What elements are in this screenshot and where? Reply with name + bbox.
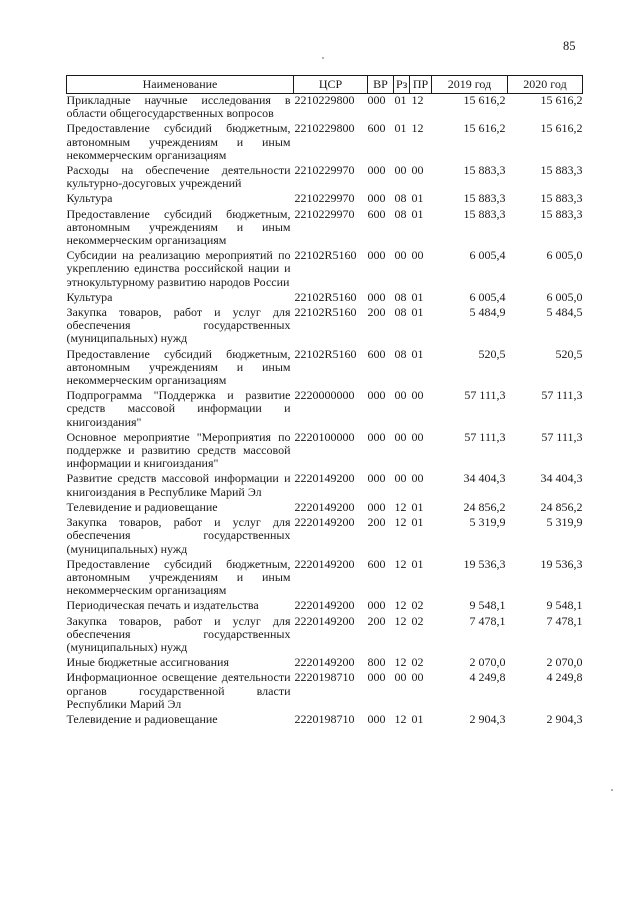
row-pr: 00 (411, 429, 424, 444)
row-vr: 000 (367, 471, 386, 486)
row-2020-value: 5 484,5 (546, 305, 583, 320)
row-rz: 12 (394, 655, 407, 670)
row-rz: 12 (394, 515, 407, 530)
row-2020-value: 34 404,3 (540, 471, 583, 486)
row-pr: 00 (411, 670, 424, 685)
row-2020-value: 15 883,3 (540, 163, 583, 178)
row-rz: 12 (394, 613, 407, 628)
row-2020-value: 15 616,2 (540, 93, 583, 107)
row-2020-value: 15 883,3 (540, 191, 583, 206)
table-row (67, 206, 583, 248)
row-csr: 2220149200 (294, 613, 355, 628)
row-rz: 00 (394, 471, 407, 486)
row-2020-value: 15 883,3 (540, 206, 583, 221)
row-csr: 22102R5160 (294, 305, 357, 320)
table-row (67, 247, 583, 289)
row-name: Основное мероприятие "Мероприятия по поддержке и развитию средств массовой информации и книгоиздания" (66, 429, 291, 471)
row-pr: 01 (411, 515, 424, 530)
row-2019-value: 15 616,2 (463, 121, 506, 136)
table-row (67, 499, 583, 514)
table-row (67, 94, 583, 121)
row-name: Предоставление субсидий бюджетным, автономным учреждениям и иным некоммерческим организациям (66, 556, 291, 598)
row-name: Прикладные научные исследования в области общегосударственных вопросов (66, 93, 291, 121)
page-number: 85 (563, 39, 576, 53)
row-2019-value: 7 478,1 (469, 613, 506, 628)
table-row (67, 346, 583, 388)
row-2019-value: 6 005,4 (469, 289, 506, 304)
row-pr: 12 (411, 121, 424, 136)
row-pr: 02 (411, 655, 424, 670)
row-name: Закупка товаров, работ и услуг для обеспечения государственных (муниципальных) нужд (66, 515, 291, 556)
row-2019-value: 9 548,1 (469, 598, 506, 613)
table-body (67, 94, 583, 727)
row-rz: 08 (394, 206, 407, 221)
header-csr: ЦСР (294, 76, 368, 94)
table-row (67, 514, 583, 556)
row-name: Телевидение и радиовещание (66, 711, 218, 726)
row-vr: 000 (367, 499, 386, 514)
row-name: Предоставление субсидий бюджетным, автономным учреждениям и иным некоммерческим организациям (66, 206, 291, 248)
row-name: Периодическая печать и издательства (66, 598, 259, 613)
row-2020-value: 57 111,3 (541, 388, 583, 403)
table-row (67, 654, 583, 669)
row-csr: 22102R5160 (294, 248, 357, 263)
row-vr: 200 (367, 515, 386, 530)
row-csr: 2220149200 (294, 598, 355, 613)
row-name: Расходы на обеспечение деятельности культурно-досуговых учреждений (66, 163, 291, 191)
row-rz: 00 (394, 429, 407, 444)
row-csr: 2210229970 (294, 191, 355, 206)
row-csr: 2220149200 (294, 515, 355, 530)
row-csr: 2220000000 (294, 388, 355, 403)
row-rz: 00 (394, 163, 407, 178)
row-name: Культура (66, 191, 113, 206)
table-row (67, 669, 583, 711)
row-vr: 600 (367, 556, 386, 571)
row-csr: 2220149200 (294, 655, 355, 670)
row-vr: 000 (367, 248, 386, 263)
row-2019-value: 5 319,9 (469, 515, 506, 530)
row-2019-value: 19 536,3 (463, 556, 506, 571)
row-pr: 01 (411, 711, 424, 726)
row-2020-value: 2 904,3 (546, 711, 583, 726)
row-vr: 000 (367, 429, 386, 444)
row-csr: 2210229970 (294, 163, 355, 178)
row-vr: 600 (367, 346, 386, 361)
row-2020-value: 6 005,0 (546, 248, 583, 263)
row-csr: 2220149200 (294, 556, 355, 571)
row-name: Телевидение и радиовещание (66, 499, 218, 514)
row-2019-value: 520,5 (478, 346, 506, 361)
table-row (67, 162, 583, 190)
row-name: Информационное освещение деятельности органов государственной власти Республики Марий Эл (66, 670, 291, 711)
row-2019-value: 5 484,9 (469, 305, 506, 320)
table-row (67, 597, 583, 612)
row-2020-value: 57 111,3 (541, 429, 583, 444)
row-vr: 000 (367, 163, 386, 178)
row-vr: 200 (367, 305, 386, 320)
row-name: Предоставление субсидий бюджетным, автономным учреждениям и иным некоммерческим организациям (66, 346, 291, 388)
row-pr: 01 (411, 191, 424, 206)
row-pr: 01 (411, 289, 424, 304)
row-vr: 000 (367, 670, 386, 685)
row-pr: 01 (411, 305, 424, 320)
table-row (67, 470, 583, 498)
row-rz: 08 (394, 289, 407, 304)
row-2020-value: 15 616,2 (540, 121, 583, 136)
row-pr: 01 (411, 499, 424, 514)
row-pr: 00 (411, 163, 424, 178)
row-name: Развитие средств массовой информации и книгоиздания в Республике Марий Эл (66, 471, 291, 499)
row-rz: 08 (394, 191, 407, 206)
row-pr: 00 (411, 388, 424, 403)
row-vr: 600 (367, 206, 386, 221)
table-row (67, 711, 583, 726)
table-row (67, 304, 583, 346)
row-pr: 00 (411, 471, 424, 486)
row-2019-value: 15 883,3 (463, 206, 506, 221)
table-row (67, 429, 583, 471)
header-rz: Рз (394, 76, 410, 94)
row-2020-value: 9 548,1 (546, 598, 583, 613)
row-2019-value: 34 404,3 (463, 471, 506, 486)
row-2020-value: 6 005,0 (546, 289, 583, 304)
table-row (67, 556, 583, 598)
row-csr: 2210229970 (294, 206, 355, 221)
header-pr: ПР (410, 76, 432, 94)
scan-speck (322, 57, 324, 59)
row-csr: 2210229800 (294, 93, 355, 107)
row-rz: 08 (394, 305, 407, 320)
row-csr: 2220198710 (294, 670, 355, 685)
budget-table (66, 75, 583, 726)
row-pr: 02 (411, 598, 424, 613)
row-csr: 2220100000 (294, 429, 355, 444)
row-csr: 2220149200 (294, 471, 355, 486)
row-name: Иные бюджетные ассигнования (66, 655, 229, 670)
row-2019-value: 4 249,8 (469, 670, 506, 685)
row-rz: 12 (394, 598, 407, 613)
table-row (67, 190, 583, 205)
row-2019-value: 24 856,2 (463, 499, 506, 514)
row-2019-value: 2 904,3 (469, 711, 506, 726)
row-vr: 000 (367, 289, 386, 304)
row-pr: 12 (411, 93, 424, 107)
row-name: Субсидии на реализацию мероприятий по укреплению единства российской нации и этнокультурному развитию народов России (66, 248, 291, 289)
row-vr: 000 (367, 93, 386, 107)
table-header-row (67, 76, 583, 94)
row-2020-value: 19 536,3 (540, 556, 583, 571)
row-pr: 01 (411, 346, 424, 361)
row-csr: 2210229800 (294, 121, 355, 136)
row-pr: 01 (411, 556, 424, 571)
row-rz: 01 (394, 93, 407, 107)
row-2019-value: 15 883,3 (463, 163, 506, 178)
row-2020-value: 24 856,2 (540, 499, 583, 514)
row-2019-value: 2 070,0 (469, 655, 506, 670)
row-2019-value: 15 616,2 (463, 93, 506, 107)
row-csr: 2220149200 (294, 499, 355, 514)
row-rz: 01 (394, 121, 407, 136)
row-2019-value: 57 111,3 (464, 429, 506, 444)
table-row (67, 289, 583, 304)
scan-speck (611, 789, 613, 791)
table-row (67, 387, 583, 429)
row-rz: 12 (394, 499, 407, 514)
row-name: Предоставление субсидий бюджетным, автономным учреждениям и иным некоммерческим организациям (66, 121, 291, 162)
header-name: Наименование (67, 76, 294, 94)
row-name: Закупка товаров, работ и услуг для обеспечения государственных (муниципальных) нужд (66, 613, 291, 654)
table-row (67, 613, 583, 655)
row-rz: 12 (394, 711, 407, 726)
row-rz: 00 (394, 248, 407, 263)
row-vr: 000 (367, 598, 386, 613)
row-vr: 200 (367, 613, 386, 628)
row-csr: 22102R5160 (294, 289, 357, 304)
row-2020-value: 520,5 (555, 346, 583, 361)
row-pr: 01 (411, 206, 424, 221)
header-2019: 2019 год (432, 76, 508, 94)
header-2020: 2020 год (508, 76, 583, 94)
row-name: Подпрограмма "Поддержка и развитие средств массовой информации и книгоиздания" (66, 388, 291, 429)
row-rz: 00 (394, 388, 407, 403)
row-2019-value: 57 111,3 (464, 388, 506, 403)
row-vr: 000 (367, 711, 386, 726)
table-row (67, 120, 583, 162)
row-pr: 02 (411, 613, 424, 628)
row-csr: 2220198710 (294, 711, 355, 726)
row-vr: 800 (367, 655, 386, 670)
row-vr: 000 (367, 191, 386, 206)
row-vr: 000 (367, 388, 386, 403)
row-2019-value: 15 883,3 (463, 191, 506, 206)
row-name: Закупка товаров, работ и услуг для обеспечения государственных (муниципальных) нужд (66, 305, 291, 346)
row-vr: 600 (367, 121, 386, 136)
row-2020-value: 2 070,0 (546, 655, 583, 670)
row-name: Культура (66, 289, 113, 304)
row-2020-value: 5 319,9 (546, 515, 583, 530)
row-2020-value: 7 478,1 (546, 613, 583, 628)
row-rz: 08 (394, 346, 407, 361)
row-rz: 12 (394, 556, 407, 571)
row-csr: 22102R5160 (294, 346, 357, 361)
header-vr: ВР (368, 76, 394, 94)
row-pr: 00 (411, 248, 424, 263)
row-2020-value: 4 249,8 (546, 670, 583, 685)
row-rz: 00 (394, 670, 407, 685)
row-2019-value: 6 005,4 (469, 248, 506, 263)
